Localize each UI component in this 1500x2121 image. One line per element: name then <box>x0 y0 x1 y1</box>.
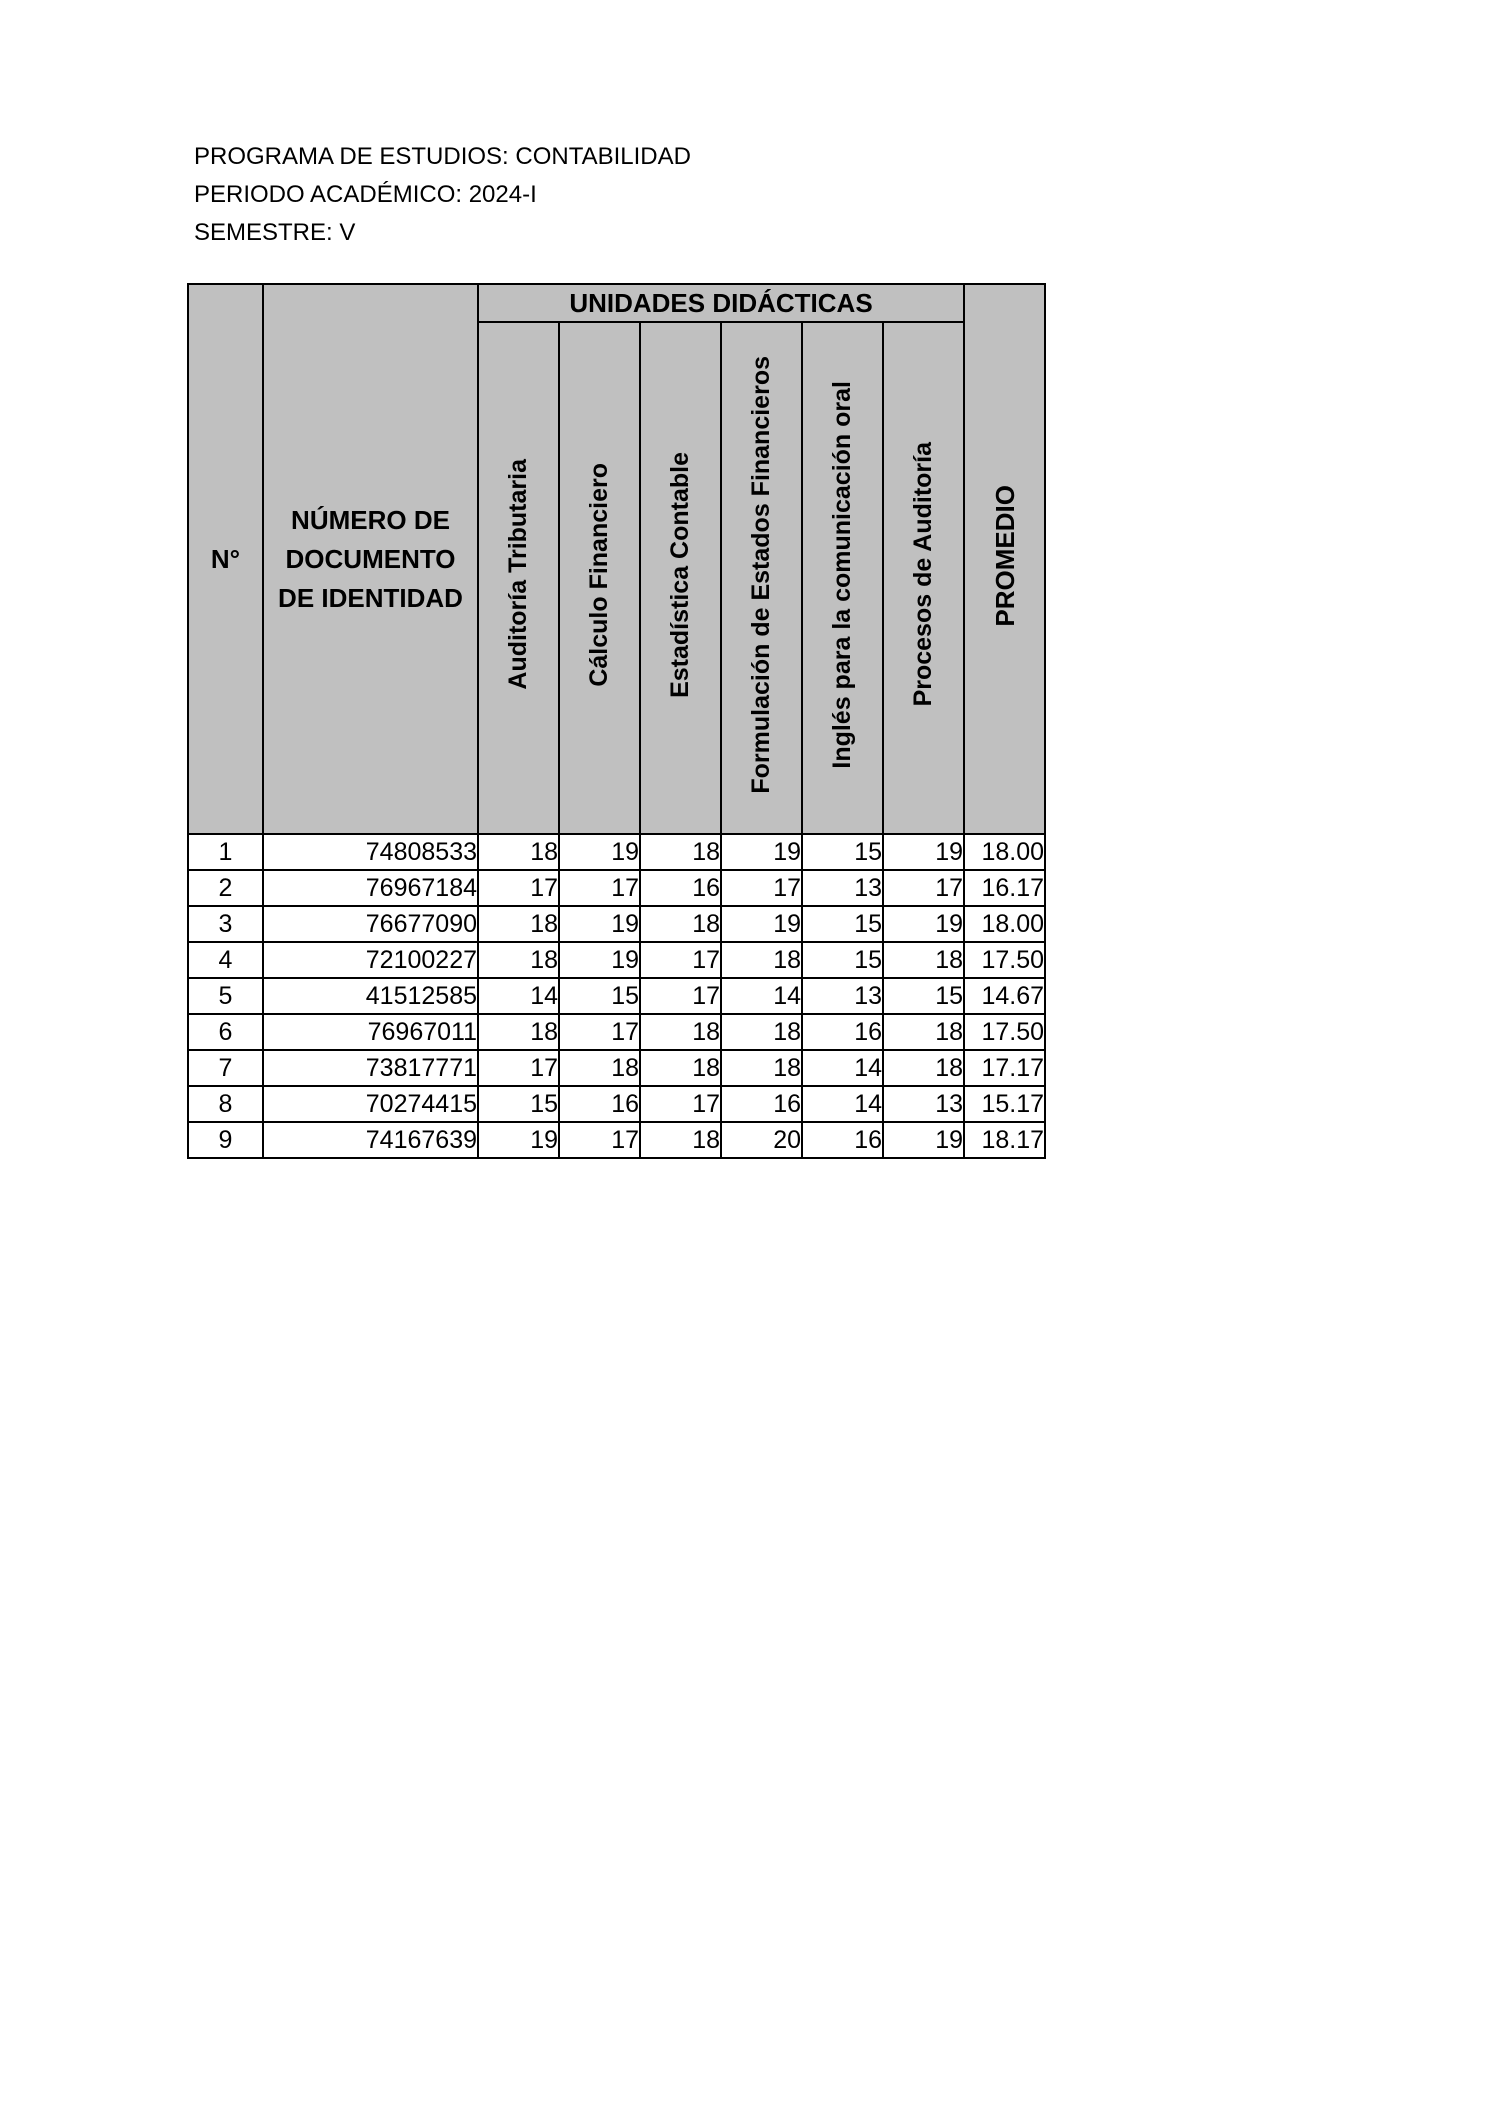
document-number: 74808533 <box>263 834 478 870</box>
grade-cell: 18 <box>883 1014 964 1050</box>
average-cell: 18.00 <box>964 834 1045 870</box>
grade-cell: 16 <box>721 1086 802 1122</box>
document-number: 70274415 <box>263 1086 478 1122</box>
period-line: PERIODO ACADÉMICO: 2024-I <box>194 181 537 208</box>
grade-cell: 14 <box>802 1086 883 1122</box>
document-number: 72100227 <box>263 942 478 978</box>
row-number: 8 <box>188 1086 263 1122</box>
column-header-subject <box>802 322 883 834</box>
column-header-document: NÚMERO DE DOCUMENTO DE IDENTIDAD <box>263 284 478 834</box>
grade-cell: 13 <box>883 1086 964 1122</box>
grade-cell: 19 <box>559 906 640 942</box>
grade-cell: 14 <box>721 978 802 1014</box>
document-number: 74167639 <box>263 1122 478 1158</box>
row-number: 3 <box>188 906 263 942</box>
grade-cell: 13 <box>802 978 883 1014</box>
row-number: 6 <box>188 1014 263 1050</box>
average-cell: 14.67 <box>964 978 1045 1014</box>
document-number: 76967011 <box>263 1014 478 1050</box>
grade-cell: 19 <box>721 906 802 942</box>
grade-cell: 16 <box>640 870 721 906</box>
table-body <box>188 834 1045 1158</box>
grade-cell: 17 <box>640 942 721 978</box>
table-row <box>188 1122 1045 1158</box>
grade-cell: 18 <box>478 906 559 942</box>
document-number: 76967184 <box>263 870 478 906</box>
grade-cell: 15 <box>559 978 640 1014</box>
row-number: 1 <box>188 834 263 870</box>
grade-cell: 17 <box>640 978 721 1014</box>
document-number: 76677090 <box>263 906 478 942</box>
grade-cell: 14 <box>478 978 559 1014</box>
grade-cell: 18 <box>640 906 721 942</box>
average-cell: 17.50 <box>964 1014 1045 1050</box>
grade-cell: 19 <box>721 834 802 870</box>
group-header-units: UNIDADES DIDÁCTICAS <box>478 284 964 322</box>
grades-table <box>187 283 1046 1159</box>
table-row <box>188 834 1045 870</box>
grade-cell: 18 <box>640 834 721 870</box>
grade-cell: 15 <box>883 978 964 1014</box>
grade-cell: 16 <box>802 1122 883 1158</box>
grade-cell: 18 <box>478 1014 559 1050</box>
grade-cell: 18 <box>721 942 802 978</box>
grade-cell: 15 <box>478 1086 559 1122</box>
grade-cell: 15 <box>802 906 883 942</box>
grade-cell: 15 <box>802 942 883 978</box>
column-header-subject <box>883 322 964 834</box>
grade-cell: 19 <box>883 906 964 942</box>
grade-cell: 17 <box>883 870 964 906</box>
semester-line: SEMESTRE: V <box>194 219 356 246</box>
average-cell: 17.50 <box>964 942 1045 978</box>
row-number: 9 <box>188 1122 263 1158</box>
grade-cell: 18 <box>640 1122 721 1158</box>
subject-label: Auditoría Tributaria <box>504 459 532 690</box>
grade-cell: 19 <box>883 1122 964 1158</box>
document-header <box>194 138 691 252</box>
grade-cell: 18 <box>640 1050 721 1086</box>
grade-cell: 18 <box>883 942 964 978</box>
grade-cell: 17 <box>640 1086 721 1122</box>
subject-label: Cálculo Financiero <box>585 462 613 687</box>
column-header-number: N° <box>188 284 263 834</box>
grade-cell: 17 <box>478 1050 559 1086</box>
grade-cell: 17 <box>559 1122 640 1158</box>
row-number: 2 <box>188 870 263 906</box>
program-line: PROGRAMA DE ESTUDIOS: CONTABILIDAD <box>194 143 691 170</box>
grade-cell: 18 <box>883 1050 964 1086</box>
column-header-average <box>964 284 1045 834</box>
grade-cell: 14 <box>802 1050 883 1086</box>
table-row <box>188 870 1045 906</box>
grade-cell: 19 <box>559 942 640 978</box>
table-row <box>188 978 1045 1014</box>
grade-cell: 18 <box>721 1050 802 1086</box>
grade-cell: 16 <box>559 1086 640 1122</box>
grade-cell: 17 <box>478 870 559 906</box>
grade-cell: 15 <box>802 834 883 870</box>
column-header-subject <box>478 322 559 834</box>
subject-label: Procesos de Auditoría <box>909 442 937 707</box>
grade-cell: 17 <box>559 870 640 906</box>
table-row <box>188 942 1045 978</box>
grade-cell: 17 <box>721 870 802 906</box>
row-number: 4 <box>188 942 263 978</box>
average-cell: 16.17 <box>964 870 1045 906</box>
grade-cell: 17 <box>559 1014 640 1050</box>
average-cell: 18.00 <box>964 906 1045 942</box>
average-cell: 18.17 <box>964 1122 1045 1158</box>
table-row <box>188 1050 1045 1086</box>
grade-cell: 18 <box>640 1014 721 1050</box>
column-header-subject <box>559 322 640 834</box>
grade-cell: 18 <box>478 942 559 978</box>
grade-cell: 19 <box>478 1122 559 1158</box>
grade-cell: 18 <box>478 834 559 870</box>
subject-label: Estadística Contable <box>666 451 694 698</box>
table-row <box>188 1014 1045 1050</box>
subject-label: Inglés para la comunicación oral <box>828 380 856 769</box>
row-number: 5 <box>188 978 263 1014</box>
grade-cell: 13 <box>802 870 883 906</box>
grade-cell: 18 <box>559 1050 640 1086</box>
average-cell: 17.17 <box>964 1050 1045 1086</box>
table-row <box>188 1086 1045 1122</box>
grade-cell: 19 <box>559 834 640 870</box>
subject-label: Formulación de Estados Financieros <box>747 355 775 794</box>
grade-cell: 19 <box>883 834 964 870</box>
table-row <box>188 906 1045 942</box>
column-header-subject <box>721 322 802 834</box>
average-cell: 15.17 <box>964 1086 1045 1122</box>
grade-cell: 20 <box>721 1122 802 1158</box>
column-header-average-label: PROMEDIO <box>989 484 1020 627</box>
document-number: 41512585 <box>263 978 478 1014</box>
column-header-subject <box>640 322 721 834</box>
document-number: 73817771 <box>263 1050 478 1086</box>
grade-cell: 18 <box>721 1014 802 1050</box>
grade-cell: 16 <box>802 1014 883 1050</box>
row-number: 7 <box>188 1050 263 1086</box>
